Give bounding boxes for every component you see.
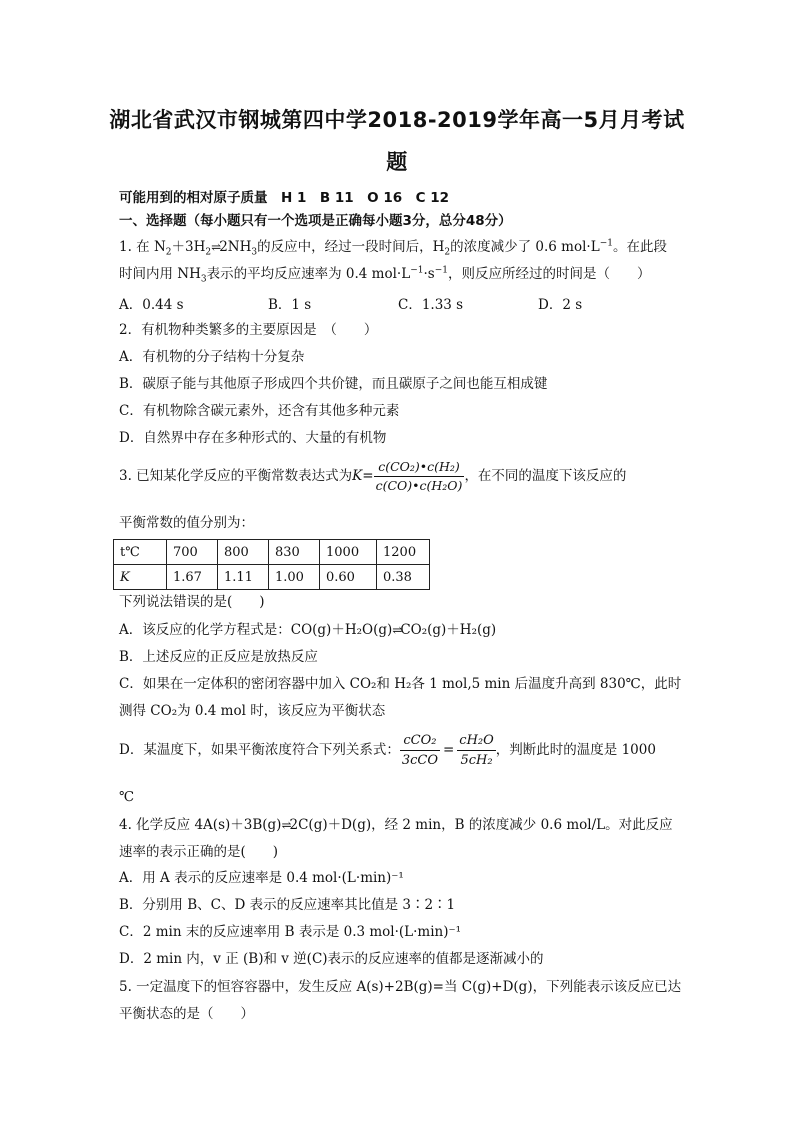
- table-cell: 830: [269, 540, 320, 565]
- equilibrium-arrow-icon: ⇌: [281, 818, 290, 832]
- page-title-continued: 题: [386, 150, 408, 174]
- question-4-line-2: 速率的表示正确的是( ): [119, 844, 279, 860]
- q1-option-c: C．1.33 s: [398, 297, 464, 313]
- table-cell: 800: [218, 540, 269, 565]
- section-heading: 一、选择题（每小题只有一个选项是正确每小题3分，总分48分）: [119, 213, 512, 229]
- table-cell: 1200: [377, 540, 430, 565]
- q2-option-c: C．有机物除含碳元素外，还含有其他多种元素: [119, 403, 400, 419]
- table-cell: 1.00: [269, 565, 320, 590]
- table-cell: 1.67: [167, 565, 218, 590]
- concentration-fraction-right: $\frac{\text{cH₂O}}{\text{5cH₂}}$: [459, 733, 494, 768]
- table-cell: 0.60: [320, 565, 377, 590]
- q3-option-d-unit: ℃: [119, 789, 135, 805]
- q2-option-d: D．自然界中存在多种形式的、大量的有机物: [119, 430, 387, 446]
- q3-option-c-line-2: 测得 CO₂为 0.4 mol 时，该反应为平衡状态: [119, 703, 386, 719]
- question-1-line-2: 时间内用 $NH_3$表示的平均反应速率为 0.4 $mol\cdot L^{-1}\cdot s^{-1}$，则反应所经过的时间是（ ）: [119, 265, 651, 285]
- q1-option-a: A．0.44 s: [119, 297, 184, 313]
- q1-option-d: D．2 s: [538, 297, 583, 313]
- question-3-stem-line-2: 平衡常数的值分别为：: [119, 515, 254, 531]
- table-cell: 1.11: [218, 565, 269, 590]
- q4-option-b: B．分别用 B、C、D 表示的反应速率其比值是 3∶2∶1: [119, 897, 456, 913]
- question-1-line-1: 1. 在 $N_2+3H_2\rightleftharpoons 2NH_3$的反应中，经过一段时间后，$H_2$的浓度减少了 0.6 $mol\cdot L^{-1}$。在此段: [119, 238, 667, 258]
- q2-option-b: B．碳原子能与其他原子形成四个共价键，而且碳原子之间也能互相成键: [119, 376, 548, 392]
- concentration-fraction-left: $\frac{\text{cCO₂}}{\text{3cCO}}$: [401, 733, 438, 768]
- equilibrium-arrow-icon: ⇌: [392, 623, 401, 637]
- q3-option-c-line-1: C．如果在一定体积的密闭容器中加入 CO₂和 H₂各 1 mol,5 min 后温度升高到 830℃，此时: [119, 676, 682, 692]
- q4-option-d: D．2 min 内，v 正 (B)和 v 逆(C)表示的反应速率的值都是逐渐减小的: [119, 951, 544, 967]
- equilibrium-constant-fraction: $\frac{\text{c(CO₂)•c(H₂)}}{\text{c(CO)•c(H₂O)}}$: [375, 459, 463, 493]
- equilibrium-arrow-icon: ⇌: [211, 240, 220, 254]
- table-cell: K: [114, 565, 167, 590]
- question-4-line-1: 4. 化学反应 4A(s)＋3B(g)⇌2C(g)＋D(g)，经 2 min，B 的浓度减少 0.6 mol/L。对此反应: [119, 817, 673, 833]
- table-cell: 700: [167, 540, 218, 565]
- q1-option-b: B．1 s: [268, 297, 312, 313]
- table-cell: t℃: [114, 540, 167, 565]
- q3-option-a: A．该反应的化学方程式是：CO(g)＋H₂O(g)⇌CO₂(g)＋H₂(g): [119, 622, 497, 638]
- q4-option-c: C．2 min 末的反应速率用 B 表示是 0.3 mol·(L·min)⁻¹: [119, 924, 462, 940]
- atomic-masses: 可能用到的相对原子质量 H 1 B 11 O 16 C 12: [119, 190, 450, 206]
- question-3-ask: 下列说法错误的是( ): [119, 594, 265, 610]
- q4-option-a: A．用 A 表示的反应速率是 0.4 mol·(L·min)⁻¹: [119, 870, 404, 886]
- table-row: [114, 540, 430, 565]
- question-5-line-2: 平衡状态的是（ ）: [119, 1006, 254, 1022]
- q3-option-b: B．上述反应的正反应是放热反应: [119, 649, 318, 665]
- table-cell: 1000: [320, 540, 377, 565]
- page-title: 湖北省武汉市钢城第四中学2018-2019学年高一5月月考试: [109, 108, 685, 132]
- table-row: [114, 565, 430, 590]
- question-5-line-1: 5. 一定温度下的恒容容器中，发生反应 A(s)+2B(g)=当 C(g)+D(g)，下列能表示该反应已达: [119, 979, 682, 995]
- question-2-stem: 2．有机物种类繁多的主要原因是 （ ）: [119, 322, 378, 338]
- question-3-stem: 3. 已知某化学反应的平衡常数表达式为K= $\frac{\text{c(CO₂)•c(H₂)}}{\text{c(CO)•c(H₂O)}}$ ，在不同的温度下该反应的: [119, 459, 627, 493]
- q3-option-d: D．某温度下，如果平衡浓度符合下列关系式： $\frac{\text{cCO₂}}{\text{3cCO}}$ = $\frac{\text{cH₂O}}{\text{5cH₂}}$ ，判断此时的温度是 1000: [119, 733, 656, 768]
- q2-option-a: A．有机物的分子结构十分复杂: [119, 349, 305, 365]
- equilibrium-constant-table: [113, 539, 430, 590]
- table-cell: 0.38: [377, 565, 430, 590]
